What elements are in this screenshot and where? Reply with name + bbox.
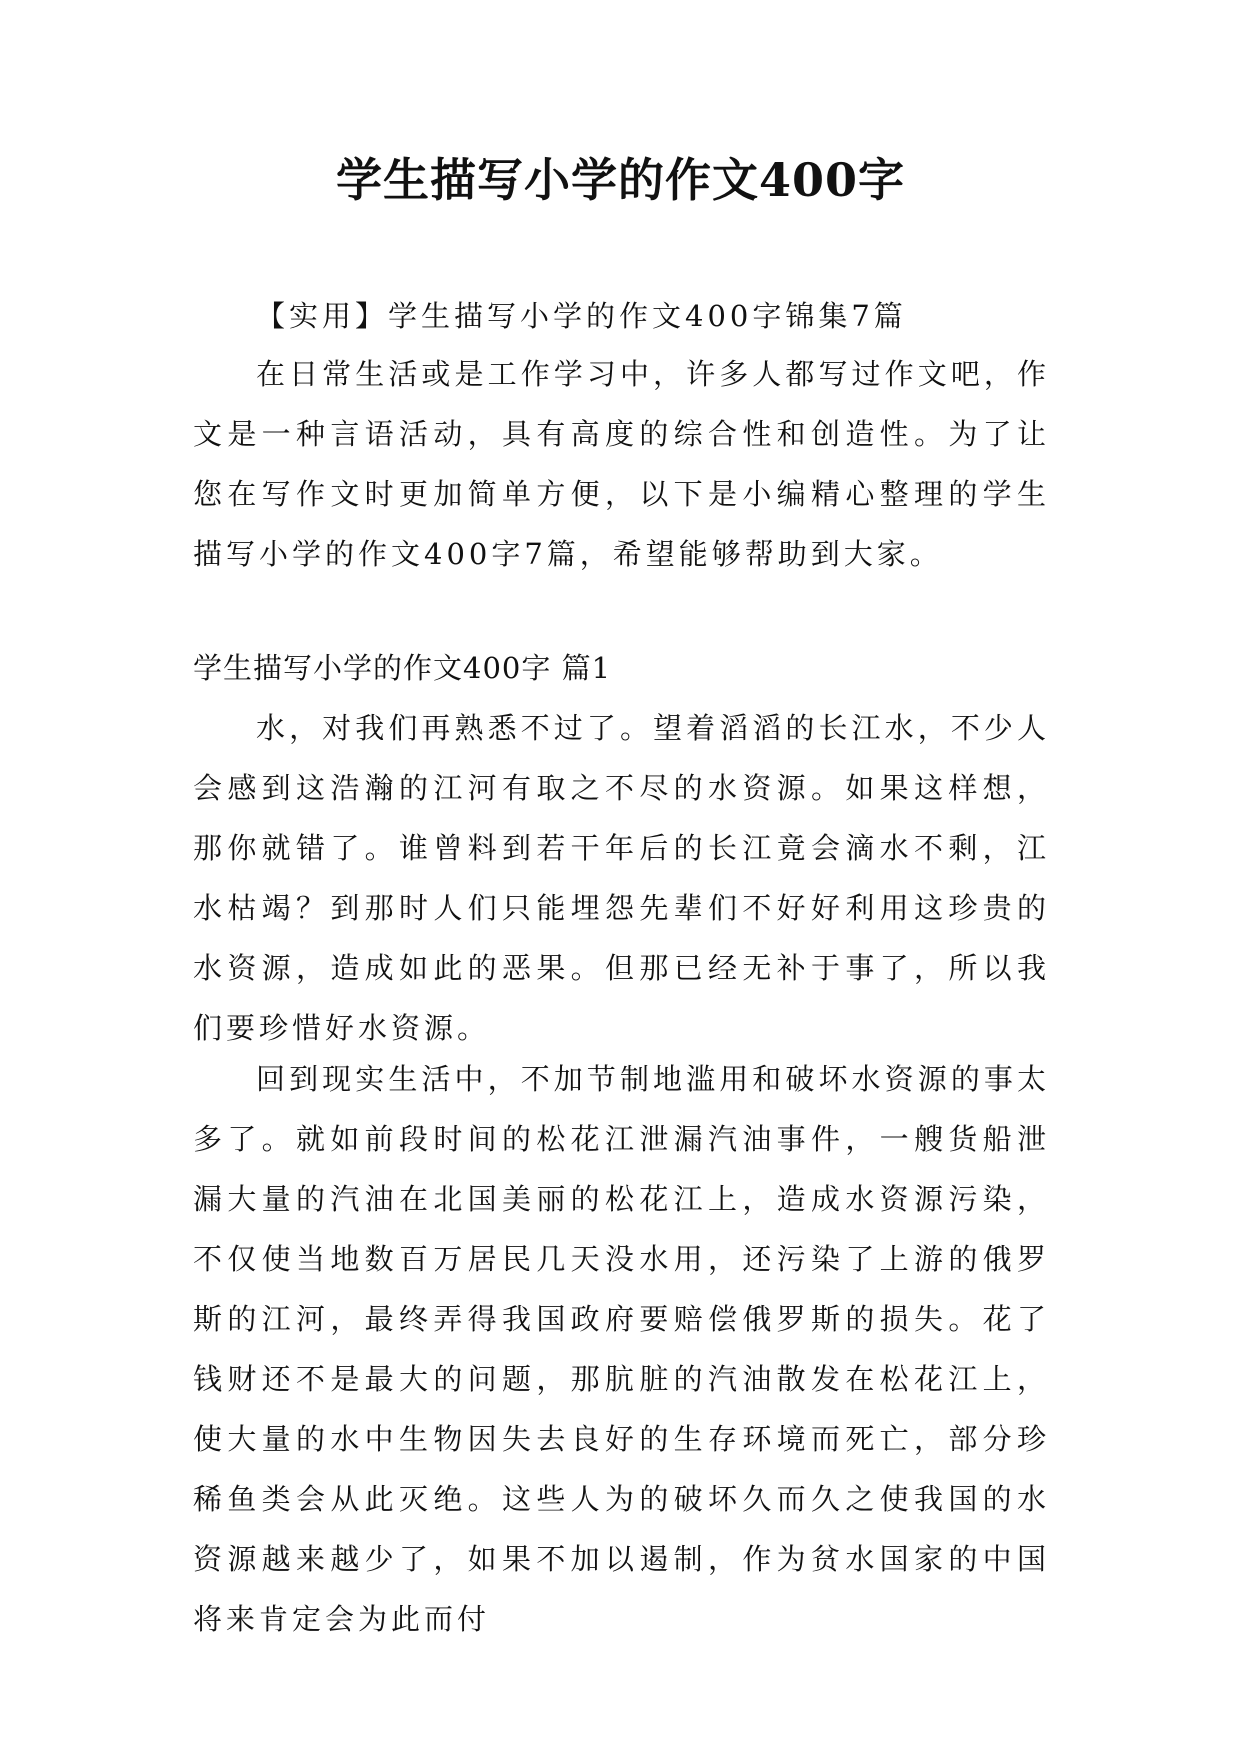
document-title: 学生描写小学的作文400字 [335, 153, 906, 207]
section-heading: 学生描写小学的作文400字 篇1 [193, 651, 612, 685]
intro-paragraph: 在日常生活或是工作学习中，许多人都写过作文吧，作文是一种言语活动，具有高度的综合性和创造性。为了让您在写作文时更加简单方便，以下是小编精心整理的学生描写小学的作文400字7篇，希望能够帮助到大家。 [193, 357, 1050, 571]
document-subtitle: 【实用】学生描写小学的作文400字锦集7篇 [256, 299, 907, 333]
body-paragraph-1: 水，对我们再熟悉不过了。望着滔滔的长江水，不少人会感到这浩瀚的江河有取之不尽的水资源。如果这样想，那你就错了。谁曾料到若干年后的长江竟会滴水不剩，江水枯竭？到那时人们只能埋怨先辈们不好好利用这珍贵的水资源，造成如此的恶果。但那已经无补于事了，所以我们要珍惜好水资源。 [193, 711, 1050, 1045]
body-paragraph-2: 回到现实生活中，不加节制地滥用和破坏水资源的事太多了。就如前段时间的松花江泄漏汽油事件，一艘货船泄漏大量的汽油在北国美丽的松花江上，造成水资源污染，不仅使当地数百万居民几天没水用，还污染了上游的俄罗斯的江河，最终弄得我国政府要赔偿俄罗斯的损失。花了钱财还不是最大的问题，那肮脏的汽油散发在松花江上，使大量的水中生物因失去良好的生存环境而死亡，部分珍稀鱼类会从此灭绝。这些人为的破坏久而久之使我国的水资源越来越少了，如果不加以遏制，作为贫水国家的中国将来肯定会为此而付 [193, 1062, 1050, 1636]
